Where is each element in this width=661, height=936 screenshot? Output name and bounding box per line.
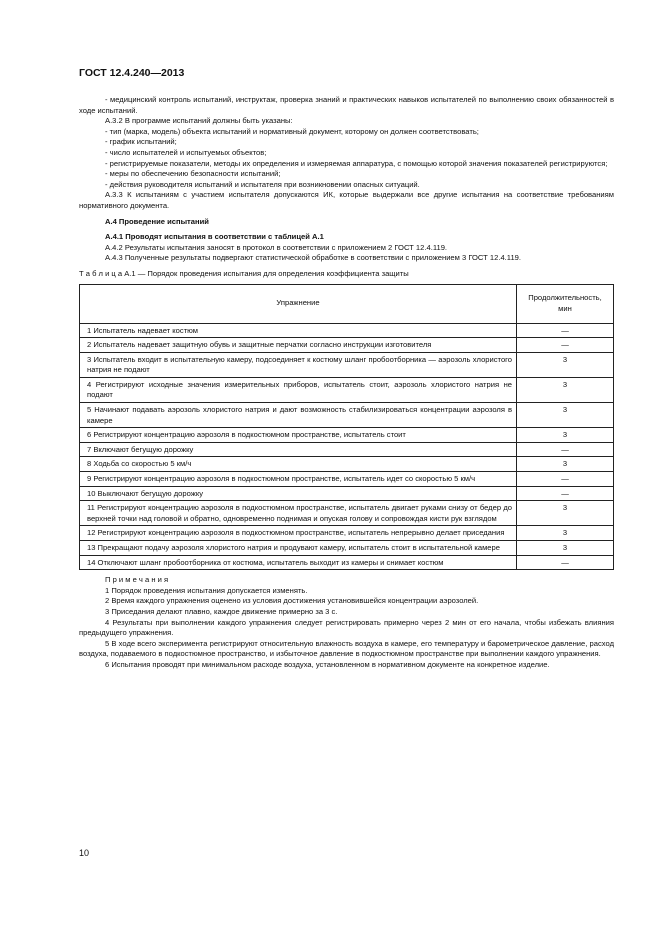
- duration-cell: —: [517, 338, 614, 353]
- duration-cell: 3: [517, 377, 614, 402]
- note-item: 5 В ходе всего эксперимента регистрируют относительную влажность воздуха в камере, его температуру и барометрическое давление, расход воздуха, подаваемого в подкостюмное пространство, и избыточное давление в подкостюмном пространстве при выполнении каждого упражнения.: [79, 638, 614, 659]
- document-body: [79, 95, 614, 671]
- paragraph: - график испытаний;: [105, 137, 177, 147]
- table-row: [80, 323, 614, 338]
- section-title: А.4 Проведение испытаний: [105, 216, 209, 226]
- table-row: [80, 442, 614, 457]
- table-row: [80, 472, 614, 487]
- table-row: [80, 555, 614, 570]
- exercise-table: [79, 284, 614, 571]
- table-row: [80, 352, 614, 377]
- duration-cell: 3: [517, 457, 614, 472]
- duration-cell: 3: [517, 526, 614, 541]
- duration-cell: 3: [517, 428, 614, 443]
- note-item: 1 Порядок проведения испытания допускается изменять.: [105, 585, 308, 595]
- table-row: [80, 338, 614, 353]
- exercise-cell: 13 Прекращают подачу аэрозоля хлористого натрия и продувают камеру, испытатель стоит в испытательной камере: [80, 541, 517, 556]
- notes-title: П р и м е ч а н и я: [105, 575, 169, 585]
- note-item: 4 Результаты при выполнении каждого упражнения следует регистрировать примерно через 2 мин от его начала, чтобы избежать влияния предыдущего упражнения.: [79, 617, 614, 638]
- table-row: [80, 377, 614, 402]
- exercise-cell: 14 Отключают шланг пробоотборника от костюма, испытатель выходит из камеры и снимает костюм: [80, 555, 517, 570]
- table-header-row: [80, 284, 614, 323]
- page-number: 10: [79, 848, 90, 858]
- paragraph: - меры по обеспечению безопасности испытаний;: [105, 169, 281, 179]
- note-item: 2 Время каждого упражнения оценено из условия достижения установившейся концентрации аэрозолей.: [105, 596, 479, 606]
- exercise-cell: 12 Регистрируют концентрацию аэрозоля в подкостюмном пространстве, испытатель непрерывно делает приседания: [80, 526, 517, 541]
- exercise-cell: 4 Регистрируют исходные значения измерительных приборов, испытатель стоит, аэрозоль хлористого натрия не подают: [80, 377, 517, 402]
- exercise-cell: 6 Регистрируют концентрацию аэрозоля в подкостюмном пространстве, испытатель стоит: [80, 428, 517, 443]
- table-row: [80, 457, 614, 472]
- table-row: [80, 501, 614, 526]
- duration-cell: —: [517, 486, 614, 501]
- clause-a41: А.4.1 Проводят испытания в соответствии с таблицей А.1: [105, 232, 324, 242]
- notes-block: [79, 575, 614, 670]
- table-row: [80, 428, 614, 443]
- exercise-cell: 7 Включают бегущую дорожку: [80, 442, 517, 457]
- table-row: [80, 541, 614, 556]
- table-caption: Т а б л и ц а А.1 — Порядок проведения испытания для определения коэффициента защиты: [79, 268, 409, 278]
- exercise-cell: 10 Выключают бегущую дорожку: [80, 486, 517, 501]
- document-header: ГОСТ 12.4.240—2013: [79, 67, 185, 79]
- exercise-cell: 9 Регистрируют концентрацию аэрозоля в подкостюмном пространстве, испытатель идет со скоростью 5 км/ч: [80, 472, 517, 487]
- paragraph: А.3.2 В программе испытаний должны быть указаны:: [105, 116, 293, 126]
- paragraph: - медицинский контроль испытаний, инструктаж, проверка знаний и практических навыков испытателей по выполнению своих обязанностей в ходе испытаний.: [79, 95, 614, 115]
- paragraph: - число испытателей и испытуемых объектов;: [105, 147, 267, 157]
- table-row: [80, 403, 614, 428]
- paragraph: - регистрируемые показатели, методы их определения и измеряемая аппаратура, с помощью которой значения показателей регистрируются;: [105, 158, 608, 168]
- paragraph: - тип (марка, модель) объекта испытаний и нормативный документ, которому он должен соответствовать;: [105, 126, 479, 136]
- clause-a42: А.4.2 Результаты испытания заносят в протокол в соответствии с приложением 2 ГОСТ 12.4.119.: [105, 242, 448, 252]
- table-row: [80, 526, 614, 541]
- duration-cell: 3: [517, 403, 614, 428]
- duration-cell: —: [517, 472, 614, 487]
- column-header-exercise: Упражнение: [80, 284, 517, 323]
- exercise-cell: 8 Ходьба со скоростью 5 км/ч: [80, 457, 517, 472]
- table-row: [80, 486, 614, 501]
- duration-cell: 3: [517, 352, 614, 377]
- table-body: [80, 323, 614, 570]
- column-header-duration: Продолжительность, мин: [517, 284, 614, 323]
- exercise-cell: 5 Начинают подавать аэрозоль хлористого натрия и дают возможность стабилизироваться концентрации аэрозоля в камере: [80, 403, 517, 428]
- exercise-cell: 2 Испытатель надевает защитную обувь и защитные перчатки согласно инструкции изготовителя: [80, 338, 517, 353]
- note-item: 3 Приседания делают плавно, каждое движение примерно за 3 с.: [105, 606, 338, 616]
- exercise-cell: 11 Регистрируют концентрацию аэрозоля в подкостюмном пространстве, испытатель двигает руками снизу от бедер до верхней точки над головой и обратно, одновременно поднимая и опуская голову и сопровождая кисти рук взглядом: [80, 501, 517, 526]
- duration-cell: —: [517, 442, 614, 457]
- duration-cell: 3: [517, 501, 614, 526]
- clause-a43: А.4.3 Полученные результаты подвергают статистической обработке в соответствии с приложением 3 ГОСТ 12.4.119.: [105, 253, 521, 263]
- duration-cell: 3: [517, 541, 614, 556]
- exercise-cell: 1 Испытатель надевает костюм: [80, 323, 517, 338]
- exercise-cell: 3 Испытатель входит в испытательную камеру, подсоединяет к костюму шланг пробоотборника — аэрозоль хлористого натрия не подают: [80, 352, 517, 377]
- duration-cell: —: [517, 323, 614, 338]
- duration-cell: —: [517, 555, 614, 570]
- paragraph: - действия руководителя испытаний и испытателя при возникновении опасных ситуаций.: [105, 179, 420, 189]
- paragraph: А.3.3 К испытаниям с участием испытателя допускаются ИК, которые выдержали все другие испытания на соответствие требованиям нормативного документа.: [79, 190, 614, 210]
- note-item: 6 Испытания проводят при минимальном расходе воздуха, установленном в нормативном документе на конкретное изделие.: [105, 659, 550, 669]
